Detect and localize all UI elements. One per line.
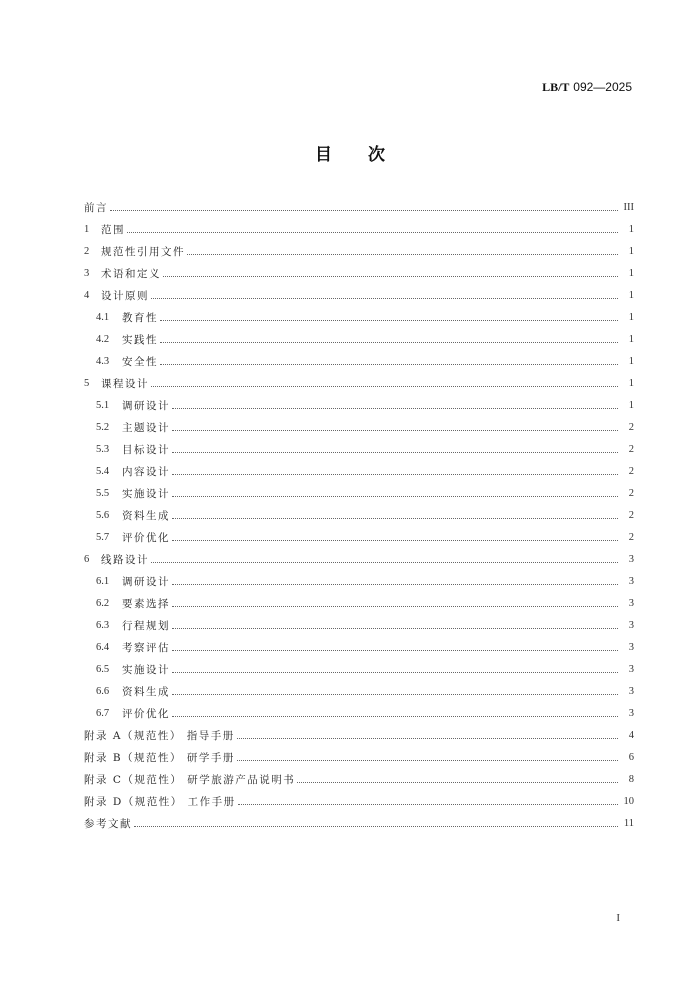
toc-entry-page: 8 xyxy=(628,773,634,785)
dot-leader xyxy=(238,804,618,805)
dot-leader xyxy=(172,584,618,585)
toc-entry[interactable] xyxy=(84,218,634,240)
toc-entry[interactable] xyxy=(84,548,634,570)
toc-entry[interactable] xyxy=(84,394,634,416)
toc-entry-label: 参考文献 xyxy=(84,817,132,830)
toc-entry-label: 术语和定义 xyxy=(101,267,161,280)
dot-leader xyxy=(172,452,618,453)
toc-entry-number: 1 xyxy=(84,223,90,235)
toc-entry-label: 主题设计 xyxy=(122,421,170,434)
toc-entry[interactable] xyxy=(84,768,634,790)
toc-entry[interactable] xyxy=(84,460,634,482)
toc-entry-label: 实施设计 xyxy=(122,663,170,676)
dot-leader xyxy=(172,606,618,607)
toc-entry-page: 1 xyxy=(628,289,634,301)
table-of-contents xyxy=(84,196,634,834)
toc-entry-number: 6.6 xyxy=(96,685,110,697)
toc-entry[interactable] xyxy=(84,328,634,350)
toc-entry-label: 安全性 xyxy=(122,355,158,368)
toc-entry-page: 11 xyxy=(623,817,634,829)
dot-leader xyxy=(151,562,618,563)
page-title: 目次 xyxy=(315,145,421,165)
toc-entry-number: 3 xyxy=(84,267,90,279)
dot-leader xyxy=(172,650,618,651)
toc-entry-label: 行程规划 xyxy=(122,619,170,632)
toc-entry[interactable] xyxy=(84,636,634,658)
toc-entry[interactable] xyxy=(84,790,634,812)
toc-entry[interactable] xyxy=(84,702,634,724)
dot-leader xyxy=(172,694,618,695)
toc-entry-number: 5.6 xyxy=(96,509,110,521)
toc-entry-page: 2 xyxy=(628,421,634,433)
dot-leader xyxy=(172,408,618,409)
toc-entry-label: 附录 C（规范性） 研学旅游产品说明书 xyxy=(84,773,296,786)
toc-entry-page: 1 xyxy=(628,377,634,389)
toc-entry-label: 评价优化 xyxy=(122,531,170,544)
toc-entry-label: 实践性 xyxy=(122,333,158,346)
dot-leader xyxy=(160,364,618,365)
toc-entry-label: 前言 xyxy=(84,201,108,214)
dot-leader xyxy=(172,716,618,717)
toc-entry[interactable] xyxy=(84,306,634,328)
toc-entry-label: 调研设计 xyxy=(122,399,170,412)
toc-entry-page: 3 xyxy=(628,641,634,653)
toc-entry-page: 1 xyxy=(628,399,634,411)
toc-entry[interactable] xyxy=(84,350,634,372)
dot-leader xyxy=(172,628,618,629)
toc-entry-label: 评价优化 xyxy=(122,707,170,720)
toc-entry-number: 5.3 xyxy=(96,443,110,455)
toc-entry[interactable] xyxy=(84,592,634,614)
dot-leader xyxy=(297,782,618,783)
toc-entry-page: 1 xyxy=(628,267,634,279)
toc-entry-label: 附录 B（规范性） 研学手册 xyxy=(84,751,235,764)
standard-prefix: LB/T xyxy=(542,80,570,94)
toc-entry[interactable] xyxy=(84,658,634,680)
toc-entry-page: 2 xyxy=(628,465,634,477)
toc-entry-page: 1 xyxy=(628,223,634,235)
toc-entry[interactable] xyxy=(84,812,634,834)
toc-entry-page: 2 xyxy=(628,509,634,521)
toc-entry[interactable] xyxy=(84,284,634,306)
toc-entry-page: 1 xyxy=(628,311,634,323)
toc-entry-page: 1 xyxy=(628,355,634,367)
toc-entry-number: 4.1 xyxy=(96,311,110,323)
toc-entry-label: 目标设计 xyxy=(122,443,170,456)
toc-entry-label: 资料生成 xyxy=(122,685,170,698)
toc-entry-page: 3 xyxy=(628,619,634,631)
toc-entry-page: 2 xyxy=(628,531,634,543)
dot-leader xyxy=(163,276,618,277)
dot-leader xyxy=(160,320,618,321)
dot-leader xyxy=(134,826,618,827)
toc-entry-number: 6.2 xyxy=(96,597,110,609)
toc-entry-label: 附录 D（规范性） 工作手册 xyxy=(84,795,236,808)
toc-entry[interactable] xyxy=(84,746,634,768)
toc-entry-page: 2 xyxy=(628,487,634,499)
toc-entry-page: 2 xyxy=(628,443,634,455)
toc-entry-number: 6.7 xyxy=(96,707,110,719)
toc-entry-page: 1 xyxy=(628,245,634,257)
toc-entry-number: 6.3 xyxy=(96,619,110,631)
standard-number: 092—2025 xyxy=(573,80,632,94)
toc-entry-number: 5.7 xyxy=(96,531,110,543)
dot-leader xyxy=(160,342,618,343)
toc-entry-page: 6 xyxy=(628,751,634,763)
toc-entry-number: 6.4 xyxy=(96,641,110,653)
toc-entry-label: 要素选择 xyxy=(122,597,170,610)
toc-entry[interactable] xyxy=(84,680,634,702)
dot-leader xyxy=(151,298,618,299)
toc-entry-label: 内容设计 xyxy=(122,465,170,478)
toc-entry-number: 5.1 xyxy=(96,399,110,411)
toc-entry-label: 实施设计 xyxy=(122,487,170,500)
toc-entry-number: 5.2 xyxy=(96,421,110,433)
dot-leader xyxy=(172,430,618,431)
toc-entry[interactable] xyxy=(84,416,634,438)
dot-leader xyxy=(172,518,618,519)
toc-entry-number: 5 xyxy=(84,377,90,389)
toc-entry-number: 6.5 xyxy=(96,663,110,675)
toc-entry-label: 教育性 xyxy=(122,311,158,324)
toc-entry-page: 4 xyxy=(628,729,634,741)
toc-entry-number: 6 xyxy=(84,553,90,565)
dot-leader xyxy=(110,210,618,211)
toc-entry-label: 规范性引用文件 xyxy=(101,245,185,258)
toc-entry-page: 1 xyxy=(628,333,634,345)
toc-entry-page: 3 xyxy=(628,575,634,587)
standard-code xyxy=(542,80,632,95)
toc-entry[interactable] xyxy=(84,570,634,592)
toc-entry-label: 课程设计 xyxy=(101,377,149,390)
toc-entry-number: 4.3 xyxy=(96,355,110,367)
toc-entry-number: 5.5 xyxy=(96,487,110,499)
toc-entry[interactable] xyxy=(84,526,634,548)
toc-entry-page: 10 xyxy=(623,795,634,807)
dot-leader xyxy=(151,386,618,387)
toc-entry-label: 附录 A（规范性） 指导手册 xyxy=(84,729,235,742)
dot-leader xyxy=(237,760,618,761)
dot-leader xyxy=(172,672,618,673)
toc-entry[interactable] xyxy=(84,504,634,526)
toc-entry[interactable] xyxy=(84,262,634,284)
toc-entry-page: 3 xyxy=(628,685,634,697)
toc-entry-page: 3 xyxy=(628,707,634,719)
toc-entry-page: 3 xyxy=(628,597,634,609)
toc-entry-label: 线路设计 xyxy=(101,553,149,566)
toc-entry-number: 6.1 xyxy=(96,575,110,587)
toc-entry[interactable] xyxy=(84,482,634,504)
toc-entry-label: 设计原则 xyxy=(101,289,149,302)
toc-entry[interactable] xyxy=(84,196,634,218)
dot-leader xyxy=(172,496,618,497)
toc-entry-page: III xyxy=(623,201,634,213)
footer-page-number: I xyxy=(616,912,620,924)
toc-entry-label: 资料生成 xyxy=(122,509,170,522)
dot-leader xyxy=(172,540,618,541)
toc-entry-label: 考察评估 xyxy=(122,641,170,654)
toc-entry-page: 3 xyxy=(628,553,634,565)
toc-entry-label: 调研设计 xyxy=(122,575,170,588)
toc-entry[interactable] xyxy=(84,724,634,746)
toc-entry-number: 4 xyxy=(84,289,90,301)
dot-leader xyxy=(237,738,618,739)
dot-leader xyxy=(127,232,618,233)
toc-entry-number: 2 xyxy=(84,245,90,257)
toc-entry-number: 5.4 xyxy=(96,465,110,477)
dot-leader xyxy=(172,474,618,475)
toc-entry[interactable] xyxy=(84,372,634,394)
toc-entry[interactable] xyxy=(84,614,634,636)
toc-entry[interactable] xyxy=(84,240,634,262)
toc-entry[interactable] xyxy=(84,438,634,460)
toc-entry-label: 范围 xyxy=(101,223,125,236)
toc-entry-number: 4.2 xyxy=(96,333,110,345)
dot-leader xyxy=(187,254,618,255)
toc-entry-page: 3 xyxy=(628,663,634,675)
